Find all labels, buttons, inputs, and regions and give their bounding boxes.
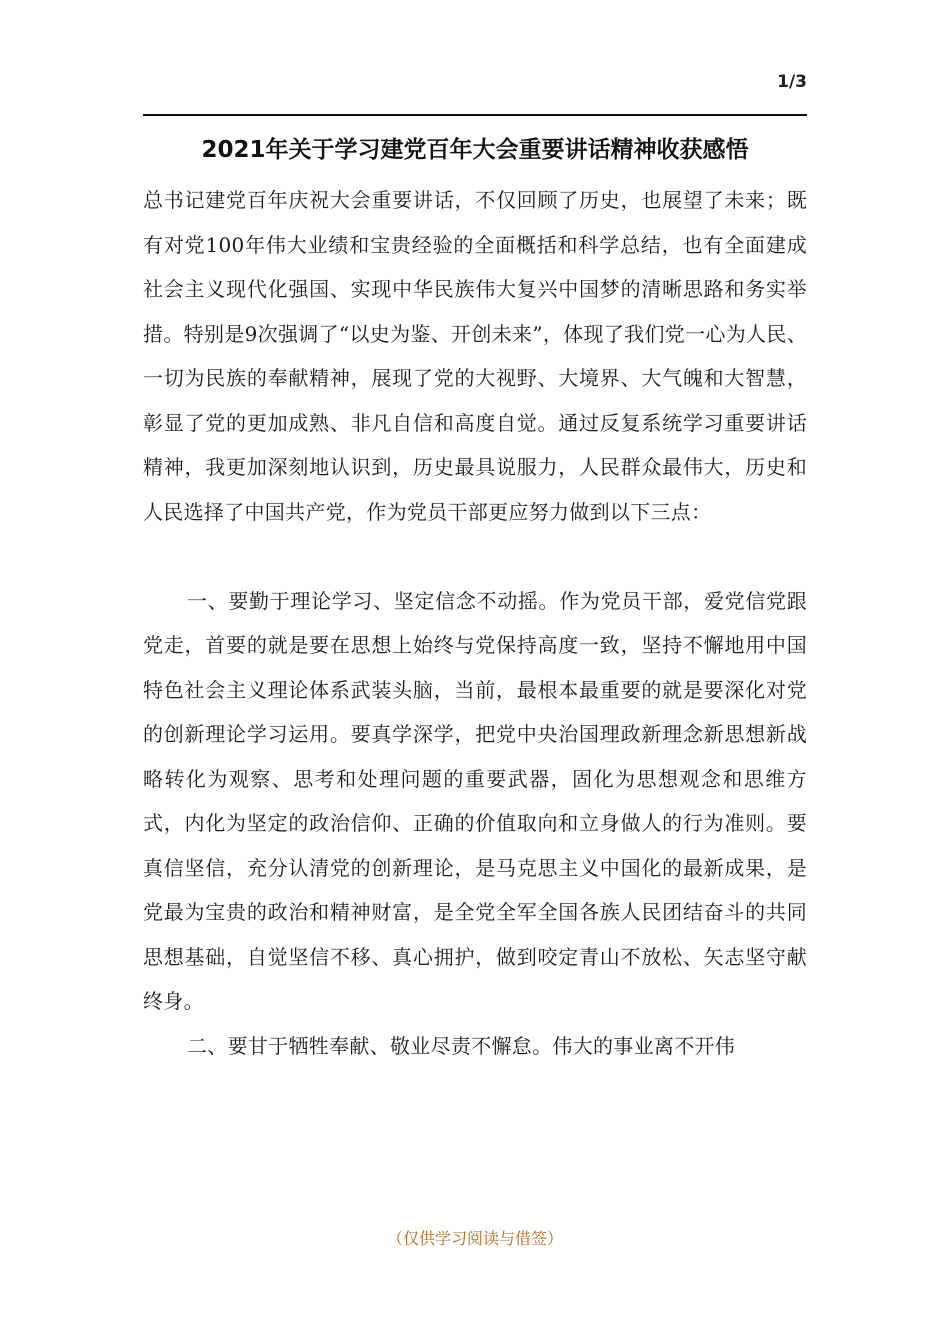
page-number: 1/3 <box>777 72 807 92</box>
document-body <box>143 178 807 1068</box>
paragraph-point-one: 一、要勤于理论学习、坚定信念不动摇。作为党员干部，爱党信党跟党走，首要的就是要在思想上始终与党保持高度一致，坚持不懈地用中国特色社会主义理论体系武装头脑，当前，最根本最重要的就是要深化对党的创新理论学习运用。要真学深学，把党中央治国理政新理念新思想新战略转化为观察、思考和处理问题的重要武器，固化为思想观念和思维方式，内化为坚定的政治信仰、正确的价值取向和立身做人的行为准则。要真信坚信，充分认清党的创新理论，是马克思主义中国化的最新成果，是党最为宝贵的政治和精神财富，是全党全军全国各族人民团结奋斗的共同思想基础，自觉坚信不移、真心拥护，做到咬定青山不放松、矢志坚守献终身。 <box>143 588 807 1013</box>
paragraph-point-two: 二、要甘于牺牲奉献、敬业尽责不懈怠。伟大的事业离不开伟 <box>187 1033 736 1058</box>
document-title: 2021年关于学习建党百年大会重要讲话精神收获感悟 <box>201 137 749 163</box>
footer-note: （仅供学习阅读与借签） <box>386 1229 563 1248</box>
paragraph-intro: 总书记建党百年庆祝大会重要讲话，不仅回顾了历史，也展望了未来；既有对党100年伟大业绩和宝贵经验的全面概括和科学总结，也有全面建成社会主义现代化强国、实现中华民族伟大复兴中国梦的清晰思路和务实举措。特别是9次强调了“以史为鉴、开创未来”，体现了我们党一心为人民、一切为民族的奉献精神，展现了党的大视野、大境界、大气魄和大智慧，彰显了党的更加成熟、非凡自信和高度自觉。通过反复系统学习重要讲话精神，我更加深刻地认识到，历史最具说服力，人民群众最伟大，历史和人民选择了中国共产党，作为党员干部更应努力做到以下三点： <box>143 188 807 524</box>
paragraph-spacer <box>143 534 807 579</box>
header-rule <box>143 114 807 116</box>
